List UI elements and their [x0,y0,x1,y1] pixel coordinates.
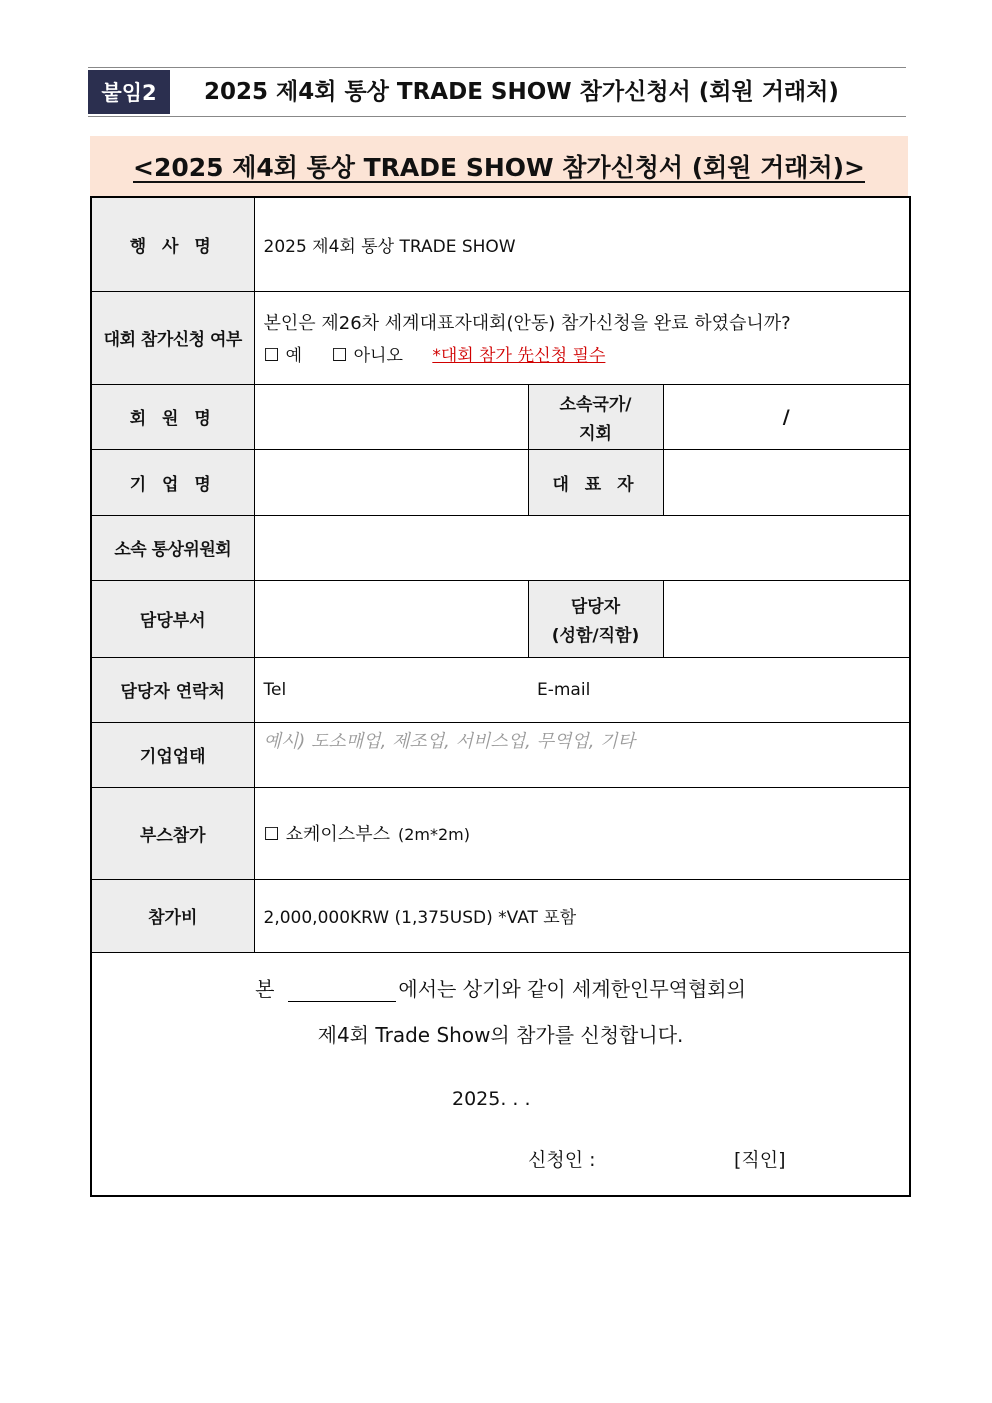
fee-value: 2,000,000KRW (1,375USD) *VAT 포함 [254,879,910,952]
manager-label-line2: (성함/직함) [551,625,640,646]
booth-label: 부스참가 [91,787,254,879]
country-label-line2: 지회 [579,423,612,444]
organization-blank[interactable] [288,979,396,1002]
conf-question: 본인은 제26차 세계대표자대회(안동) 참가신청을 완료 하였습니까? [263,313,791,334]
ceo-value[interactable] [663,449,910,515]
row-company [91,449,910,515]
booth-cell [254,787,910,879]
country-label-line1: 소속국가/ [559,394,632,415]
row-signature [91,952,910,1196]
row-fee [91,879,910,952]
application-form [90,196,911,1197]
manager-value[interactable] [663,580,910,657]
signature-applicant: 신청인 : [528,1148,596,1171]
row-committee [91,515,910,580]
header-title: 2025 제4회 통상 TRADE SHOW 참가신청서 (회원 거래처) [204,79,839,105]
company-value[interactable] [254,449,528,515]
biz-placeholder: 예시) 도소매업, 제조업, 서비스업, 무역업, 기타 [263,730,635,752]
row-member [91,384,910,449]
conf-note: *대회 참가 先신청 필수 [432,346,606,366]
biz-value[interactable] [254,722,910,787]
ceo-label: 대 표 자 [528,449,663,515]
signature-suffix: 에서는 상기와 같이 세계한인무역협회의 [398,976,746,1001]
conf-cell [254,291,910,384]
biz-label: 기업업태 [91,722,254,787]
committee-label: 소속 통상위원회 [91,515,254,580]
conf-yes-label: 예 [285,346,303,366]
contact-tel[interactable]: Tel [254,657,528,722]
header-bar [88,67,906,117]
booth-option: 쇼케이스부스 [285,824,390,845]
company-label: 기 업 명 [91,449,254,515]
attachment-badge: 붙임2 [88,70,170,114]
checkbox-empty-icon[interactable]: ☐ [263,824,280,845]
booth-size: (2m*2m) [397,825,470,844]
conf-options [264,341,910,366]
signature-cell [91,952,910,1196]
committee-value[interactable] [254,515,910,580]
signature-seal: [직인] [734,1148,786,1171]
country-label [528,384,663,449]
country-value[interactable]: / [663,384,910,449]
signature-line1 [92,973,909,1002]
conf-label: 대회 참가신청 여부 [91,291,254,384]
dept-value[interactable] [254,580,528,657]
event-value: 2025 제4회 통상 TRADE SHOW [254,197,910,291]
row-business [91,722,910,787]
contact-email[interactable]: E-mail [528,657,910,722]
conf-no-label: 아니오 [353,346,403,366]
row-event [91,197,910,291]
row-conference [91,291,910,384]
row-contact [91,657,910,722]
contact-label: 담당자 연락처 [91,657,254,722]
form-banner [90,136,908,196]
dept-label: 담당부서 [91,580,254,657]
row-department [91,580,910,657]
checkbox-empty-icon[interactable]: ☐ [263,345,280,366]
fee-label: 참가비 [91,879,254,952]
manager-label [528,580,663,657]
row-booth [91,787,910,879]
banner-title: <2025 제4회 통상 TRADE SHOW 참가신청서 (회원 거래처)> [133,153,865,182]
event-label: 행 사 명 [91,197,254,291]
manager-label-line1: 담당자 [570,596,621,617]
member-label: 회 원 명 [91,384,254,449]
checkbox-empty-icon[interactable]: ☐ [331,345,348,366]
signature-prefix: 본 [255,976,275,1001]
signature-date[interactable]: 2025. . . [452,1087,531,1110]
member-value[interactable] [254,384,528,449]
signature-line2: 제4회 Trade Show의 참가를 신청합니다. [317,1022,684,1047]
